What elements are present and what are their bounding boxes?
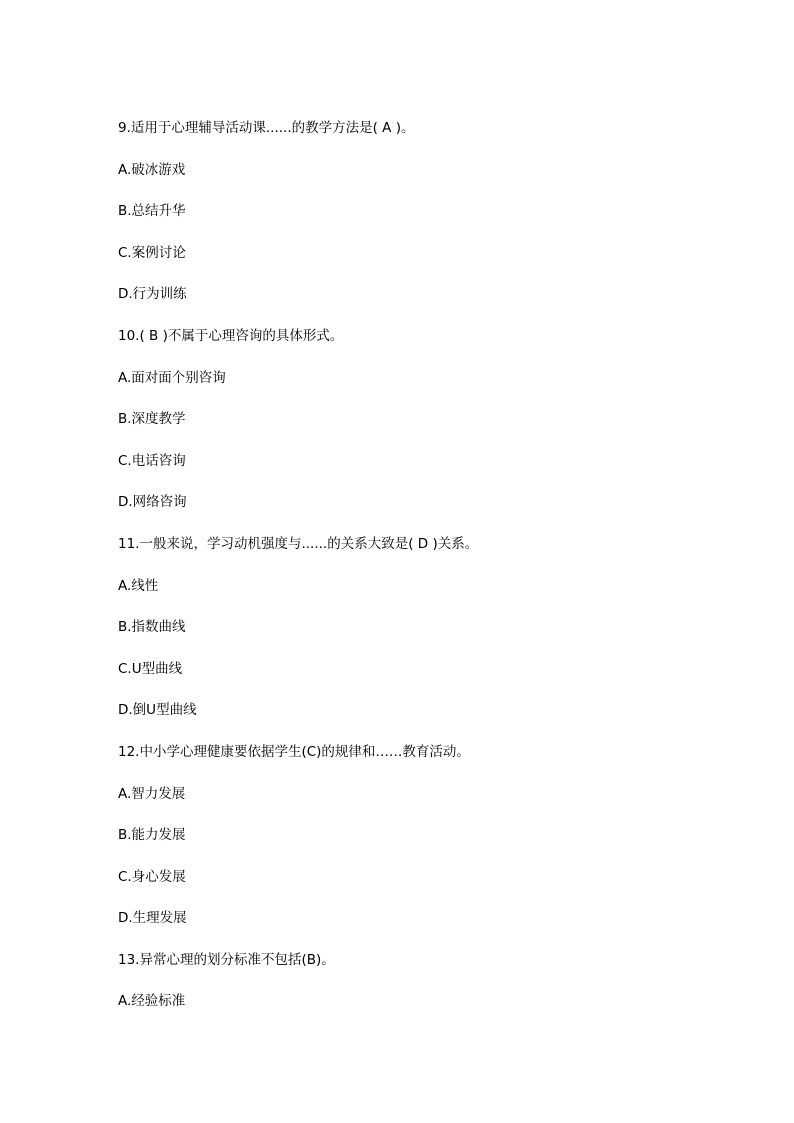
question-stem: 11.一般来说，学习动机强度与......的关系大致是( D )关系。 [118,535,479,552]
option-d: D.网络咨询 [118,494,187,511]
question-stem: 13.异常心理的划分标准不包括(B)。 [118,951,335,968]
option-c: C.案例讨论 [118,244,186,261]
option-b: B.深度教学 [118,411,186,428]
option-a: A.破冰游戏 [118,161,186,178]
question-stem: 10.( B )不属于心理咨询的具体形式。 [118,327,344,344]
document-page [118,117,718,1032]
option-d: D.行为训练 [118,286,187,303]
option-b: B.指数曲线 [118,619,186,636]
option-a: A.面对面个别咨询 [118,369,226,386]
option-b: B.能力发展 [118,827,186,844]
option-a: A.智力发展 [118,785,186,802]
option-c: C.身心发展 [118,868,186,885]
option-a: A.线性 [118,577,159,594]
option-c: C.电话咨询 [118,452,186,469]
question-stem: 12.中小学心理健康要依据学生(C)的规律和……教育活动。 [118,743,470,760]
option-c: C.U型曲线 [118,660,183,677]
option-d: D.生理发展 [118,910,187,927]
option-b: B.总结升华 [118,203,186,220]
option-d: D.倒U型曲线 [118,702,197,719]
question-stem: 9.适用于心理辅导活动课......的教学方法是( A )。 [118,120,415,136]
option-a: A.经验标准 [118,993,186,1010]
